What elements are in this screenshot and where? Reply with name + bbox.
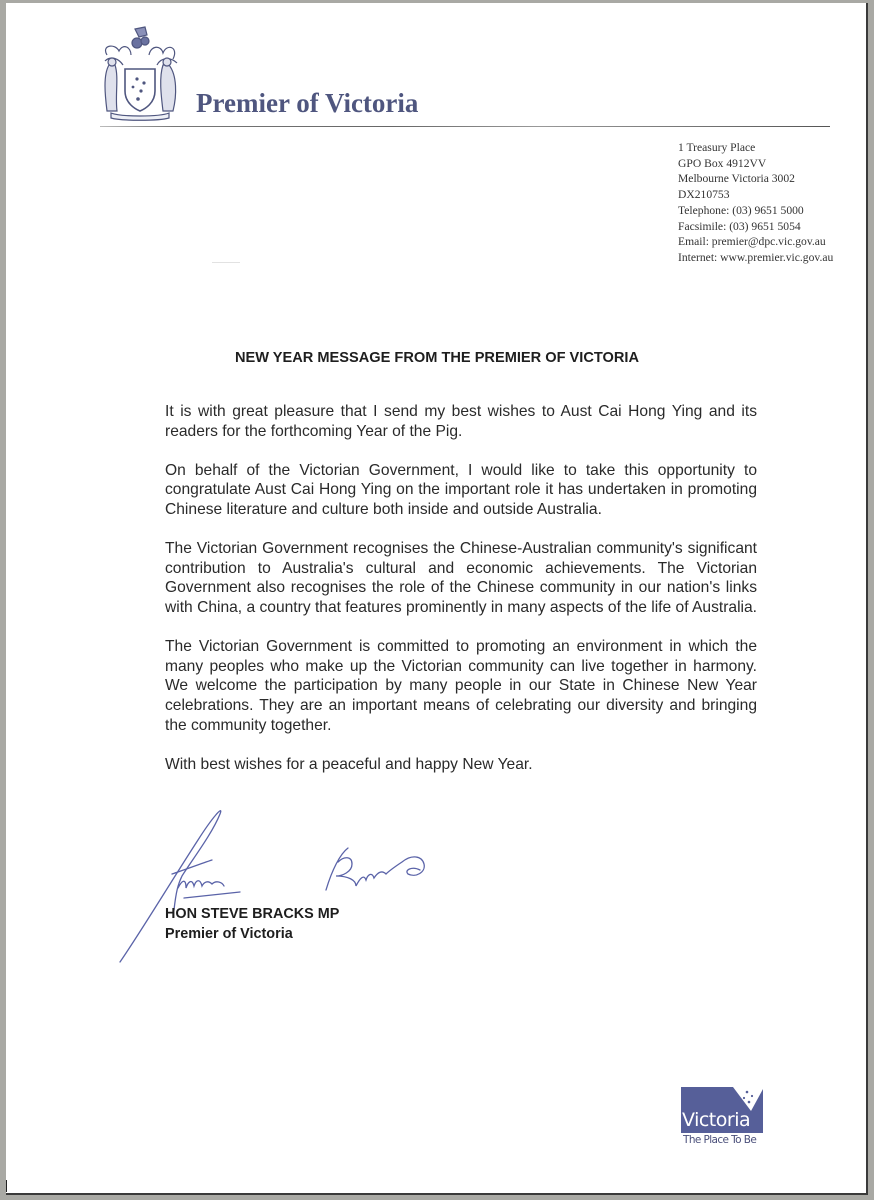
address-street: 1 Treasury Place — [678, 141, 756, 154]
page-edge — [6, 1180, 7, 1192]
address-facsimile: Facsimile: (03) 9651 5054 — [678, 219, 801, 233]
paragraph-congratulations: On behalf of the Victorian Government, I would like to take this opportunity to congratulate Aust Cai Hong Ying on the important role it has undertaken in promoting Chinese literature and culture both inside and outside Australia. — [165, 461, 757, 518]
victoria-logo-tagline: The Place To Be — [683, 1134, 757, 1146]
paragraph-greeting: It is with great pleasure that I send my best wishes to Aust Cai Hong Ying and its readers for the forthcoming Year of the Pig. — [165, 403, 757, 440]
address-telephone: Telephone: (03) 9651 5000 — [678, 203, 804, 217]
letter-heading: NEW YEAR MESSAGE FROM THE PREMIER OF VICTORIA — [234, 350, 640, 366]
victoria-brand-logo — [681, 1087, 765, 1147]
signatory-name: HON STEVE BRACKS MP — [165, 906, 340, 922]
letterhead-title: Premier of Victoria — [196, 88, 419, 118]
handwritten-signature-icon — [112, 800, 452, 970]
paragraph-closing: With best wishes for a peaceful and happy New Year. — [165, 755, 533, 773]
address-dx: DX210753 — [678, 188, 730, 202]
address-city: Melbourne Victoria 3002 — [678, 172, 795, 186]
victoria-logo-word: Victoria — [682, 1109, 751, 1131]
paragraph-recognition: The Victorian Government recognises the Chinese-Australian community's significant contribution to Australia's cultural and economic achievements. The Victorian Government also recognises the role of the Chinese community in our nation's links with China, a country that features prominently in many aspects of the life of Australia. — [165, 540, 757, 616]
address-email: Email: premier@dpc.vic.gov.au — [678, 235, 826, 249]
address-block — [678, 140, 833, 266]
signoff-block — [165, 904, 339, 944]
coat-of-arms-icon — [97, 25, 183, 121]
address-internet: Internet: www.premier.vic.gov.au — [678, 250, 834, 264]
signatory-title: Premier of Victoria — [165, 926, 293, 942]
letterhead-divider — [100, 126, 830, 127]
letter-body — [165, 402, 757, 794]
paragraph-commitment: The Victorian Government is committed to promoting an environment in which the many peoples who make up the Victorian community can live together in harmony. We welcome the participation by many people in our State in Chinese New Year celebrations. They are an important means of celebrating our diversity and bringing the community together. — [165, 638, 757, 734]
address-po-box: GPO Box 4912VV — [678, 156, 767, 170]
scan-artifact — [212, 262, 240, 263]
victoria-logo-box — [681, 1087, 763, 1133]
